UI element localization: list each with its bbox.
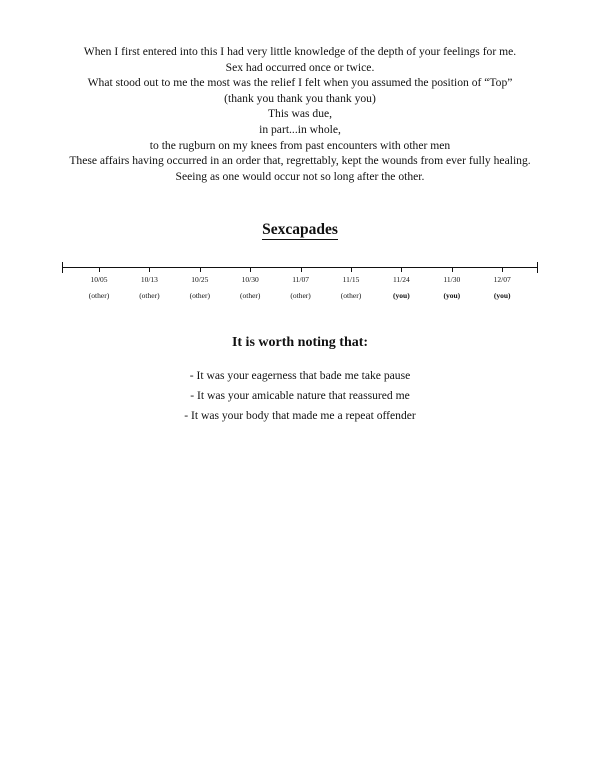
timeline-partner: (you) [443,291,461,300]
intro-line: to the rugburn on my knees from past encounters with other men [149,138,451,152]
timeline-title-text: Sexcapades [262,221,338,238]
timeline-tick [401,267,402,272]
intro-line: Seeing as one would occur not so long after the other. [175,169,425,183]
timeline-partner: (other) [88,291,110,300]
intro-line: in part...in whole, [259,122,341,136]
noting-item: - It was your eagerness that bade me take pause [189,369,411,382]
noting-list [0,366,600,426]
intro-line: Sex had occurred once or twice. [225,60,375,74]
intro-paragraph [0,44,600,184]
timeline-partner: (other) [239,291,261,300]
intro-line: This was due, [267,107,333,121]
timeline-date: 10/25 [191,275,209,284]
intro-line: (thank you thank you thank you) [224,91,376,105]
noting-item: - It was your amicable nature that reassured me [190,389,410,402]
timeline-partner: (other) [290,291,311,300]
timeline-date: 11/07 [292,275,309,284]
timeline-date: 11/30 [443,275,461,284]
timeline-tick [502,267,503,272]
timeline-tick [149,267,150,272]
noting-heading: It is worth noting that: [231,335,369,350]
timeline-tick [250,267,251,272]
timeline-title [0,220,600,240]
timeline-tick [301,267,302,272]
timeline-partner: (you) [493,291,511,300]
timeline-tick [351,267,352,272]
timeline-tick [200,267,201,272]
timeline-partner: (other) [189,291,210,300]
intro-line: These affairs having occurred in an order that, regrettably, kept the wounds from ever fully healing. [69,154,531,168]
timeline [62,262,538,312]
timeline-start-cap [62,262,63,273]
timeline-tick [99,267,100,272]
timeline-tick [452,267,453,272]
timeline-date: 10/30 [241,275,259,284]
timeline-partner: (you) [393,291,410,300]
timeline-date: 11/24 [392,275,410,284]
timeline-date: 12/07 [493,275,511,284]
intro-line: What stood out to me the most was the relief I felt when you assumed the position of “Top” [87,76,513,90]
intro-line: When I first entered into this I had very little knowledge of the depth of your feelings for me. [83,45,517,58]
timeline-end-cap [537,262,538,273]
timeline-date: 10/05 [90,275,108,284]
timeline-partner: (other) [340,291,362,300]
timeline-partner: (other) [139,291,160,300]
timeline-date: 10/13 [140,275,158,284]
timeline-date: 11/15 [342,275,360,284]
noting-item: - It was your body that made me a repeat offender [184,409,416,422]
